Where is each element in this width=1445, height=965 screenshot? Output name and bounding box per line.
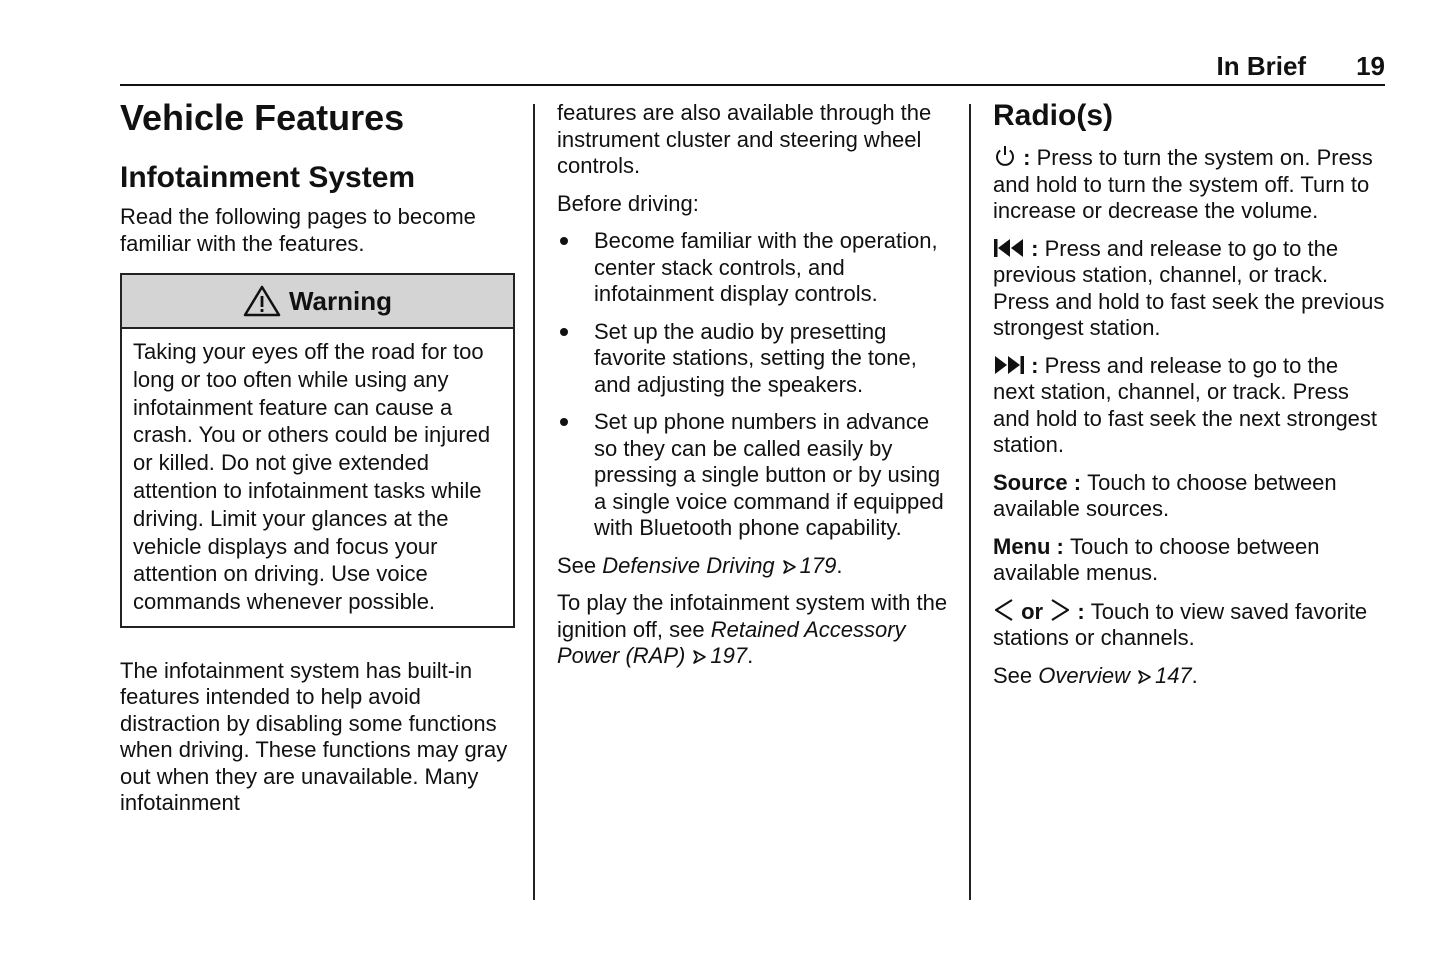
section-title: In Brief (1216, 51, 1307, 81)
subsection-heading: Infotainment System (120, 161, 416, 194)
warning-text: Taking your eyes off the road for too long or too often while using any infotainment feature can cause a crash. You or others could be injured or killed. Do not give extended attention to infotainment tasks while driving. Limit your glances at the vehicle displays and focus your attention on driving. Use voice commands whenever possible. (133, 339, 491, 615)
warning-triangle-icon (243, 285, 281, 317)
column-3 (993, 98, 1385, 700)
column-2 (557, 100, 952, 681)
column-divider-1 (533, 104, 535, 900)
see-overview: See Overview 147. (993, 662, 1198, 688)
see-defensive-driving: See Defensive Driving 179. (557, 552, 843, 578)
before-driving-label: Before driving: (557, 190, 699, 216)
control-menu: Menu : Touch to choose between available menus. (993, 533, 1320, 585)
section-heading: Vehicle Features (120, 97, 405, 138)
infotainment-paragraph: The infotainment system has built-in features intended to help avoid distraction by disabling some functions when driving. These functions may gray out when they are unavailable. Many infotainment (120, 657, 508, 816)
rap-paragraph: To play the infotainment system with the ignition off, see Retained Accessory Power (RAP) 197. (557, 590, 948, 668)
radio-heading: Radio(s) (993, 99, 1113, 132)
control-favorites: or : Touch to view saved favorite stations or channels. (993, 598, 1368, 650)
intro-text: Read the following pages to become familiar with the features. (120, 204, 476, 256)
cross-reference-link[interactable]: Overview (1038, 662, 1130, 688)
column-divider-2 (969, 104, 971, 900)
chevron-left-icon (993, 598, 1015, 622)
page-header (120, 50, 1385, 86)
warning-box (120, 273, 515, 628)
list-item: Become familiar with the operation, center stack controls, and infotainment display controls. (557, 228, 952, 308)
control-seek-forward: : Press and release to go to the next station, channel, or track. Press and hold to fast seek the next strongest station. (993, 352, 1378, 457)
page-reference[interactable]: 197 (710, 643, 748, 668)
list-item: Set up the audio by presetting favorite stations, setting the tone, and adjusting the speakers. (557, 319, 952, 399)
warning-label: Warning (288, 285, 393, 316)
control-power: : Press to turn the system on. Press and hold to turn the system off. Turn to increase or decrease the volume. (993, 145, 1373, 223)
seek-forward-icon (993, 354, 1025, 376)
chevron-right-icon (1049, 598, 1071, 622)
cross-reference-link[interactable]: Defensive Driving (602, 552, 775, 578)
page-number: 19 (1356, 51, 1385, 81)
page-reference[interactable]: 179 (799, 552, 837, 578)
page-reference-arrow-icon (781, 559, 797, 575)
cross-reference-link[interactable]: Retained Accessory Power (RAP) (557, 616, 906, 668)
page-reference[interactable]: 147 (1154, 662, 1192, 688)
control-seek-back: : Press and release to go to the previous station, channel, or track. Press and hold to fast seek the previous strongest station. (993, 235, 1385, 340)
list-item: Set up phone numbers in advance so they can be called easily by pressing a single button or by using a single voice command if equipped with Bluetooth phone capability. (557, 409, 952, 542)
warning-header (122, 275, 513, 329)
column-1 (120, 96, 515, 828)
continuation-text: features are also available through the instrument cluster and steering wheel controls. (557, 100, 932, 178)
seek-back-icon (993, 237, 1025, 259)
control-source: Source : Touch to choose between available sources. (993, 469, 1337, 521)
before-driving-list (557, 228, 952, 542)
page-reference-arrow-icon (1136, 669, 1152, 685)
page-reference-arrow-icon (691, 649, 707, 665)
power-icon (993, 144, 1017, 168)
